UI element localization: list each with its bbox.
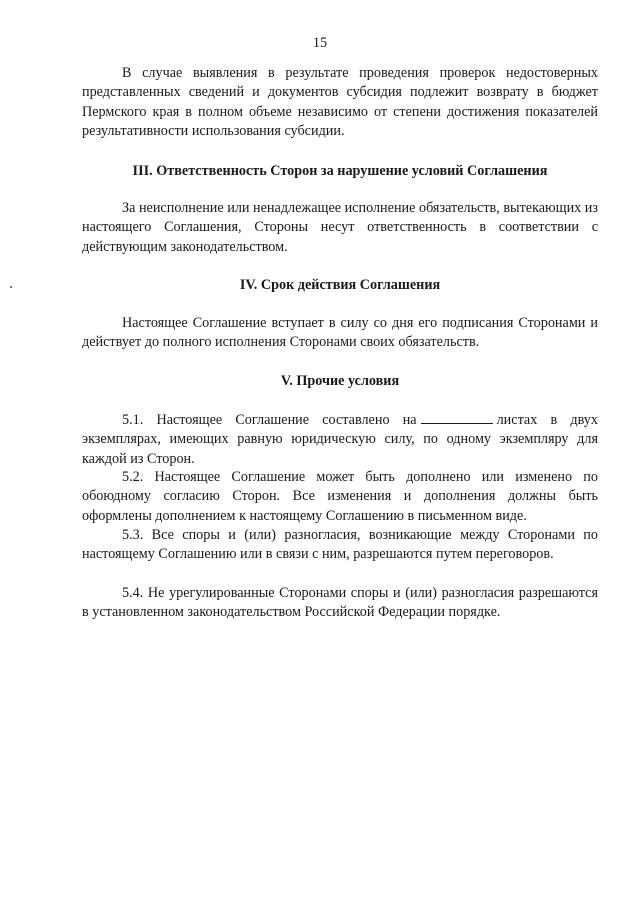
section-5-heading: V. Прочие условия bbox=[280, 373, 400, 389]
page-number: 15 bbox=[312, 35, 328, 51]
clause-5-1-text-end: листах в двух экземплярах, имеющих равную юридическую силу, по одному экземпляру для каждой из Сторон. bbox=[82, 412, 598, 467]
section-3-paragraph: За неисполнение или ненадлежащее исполнение обязательств, вытекающих из настоящего Соглашения, Стороны несут ответственность в соответствии с действующим законодательством. bbox=[82, 200, 598, 255]
section-4-paragraph: Настоящее Соглашение вступает в силу со дня его подписания Сторонами и действует до полного исполнения Сторонами своих обязательств. bbox=[82, 315, 598, 351]
clause-5-2: 5.2. Настоящее Соглашение может быть дополнено или изменено по обоюдному согласию Сторон. Все изменения и дополнения должны быть оформлены дополнением к настоящему Соглашению в письменном виде. bbox=[82, 469, 598, 524]
clause-5-3: 5.3. Все споры и (или) разногласия, возникающие между Сторонами по настоящему Соглашению или в связи с ним, разрешаются путем переговоров. bbox=[82, 527, 598, 563]
section-4-heading: IV. Срок действия Соглашения bbox=[239, 277, 441, 293]
section-3-heading: III. Ответственность Сторон за нарушение условий Соглашения bbox=[132, 163, 548, 179]
sheet-count-blank bbox=[421, 410, 493, 424]
intro-paragraph: В случае выявления в результате проведения проверок недостоверных представленных сведений и документов субсидия подлежит возврату в бюджет Пермского края в полном объеме независимо от степени достижения показателей результативности использования субсидии. bbox=[82, 65, 598, 140]
clause-5-4: 5.4. Не урегулированные Сторонами споры и (или) разногласия разрешаются в установленном законодательством Российской Федерации порядке. bbox=[82, 585, 598, 621]
clause-5-1-text-start: 5.1. Настоящее Соглашение составлено на bbox=[122, 412, 417, 428]
clause-5-1 bbox=[82, 410, 598, 469]
scan-mark bbox=[10, 286, 12, 288]
